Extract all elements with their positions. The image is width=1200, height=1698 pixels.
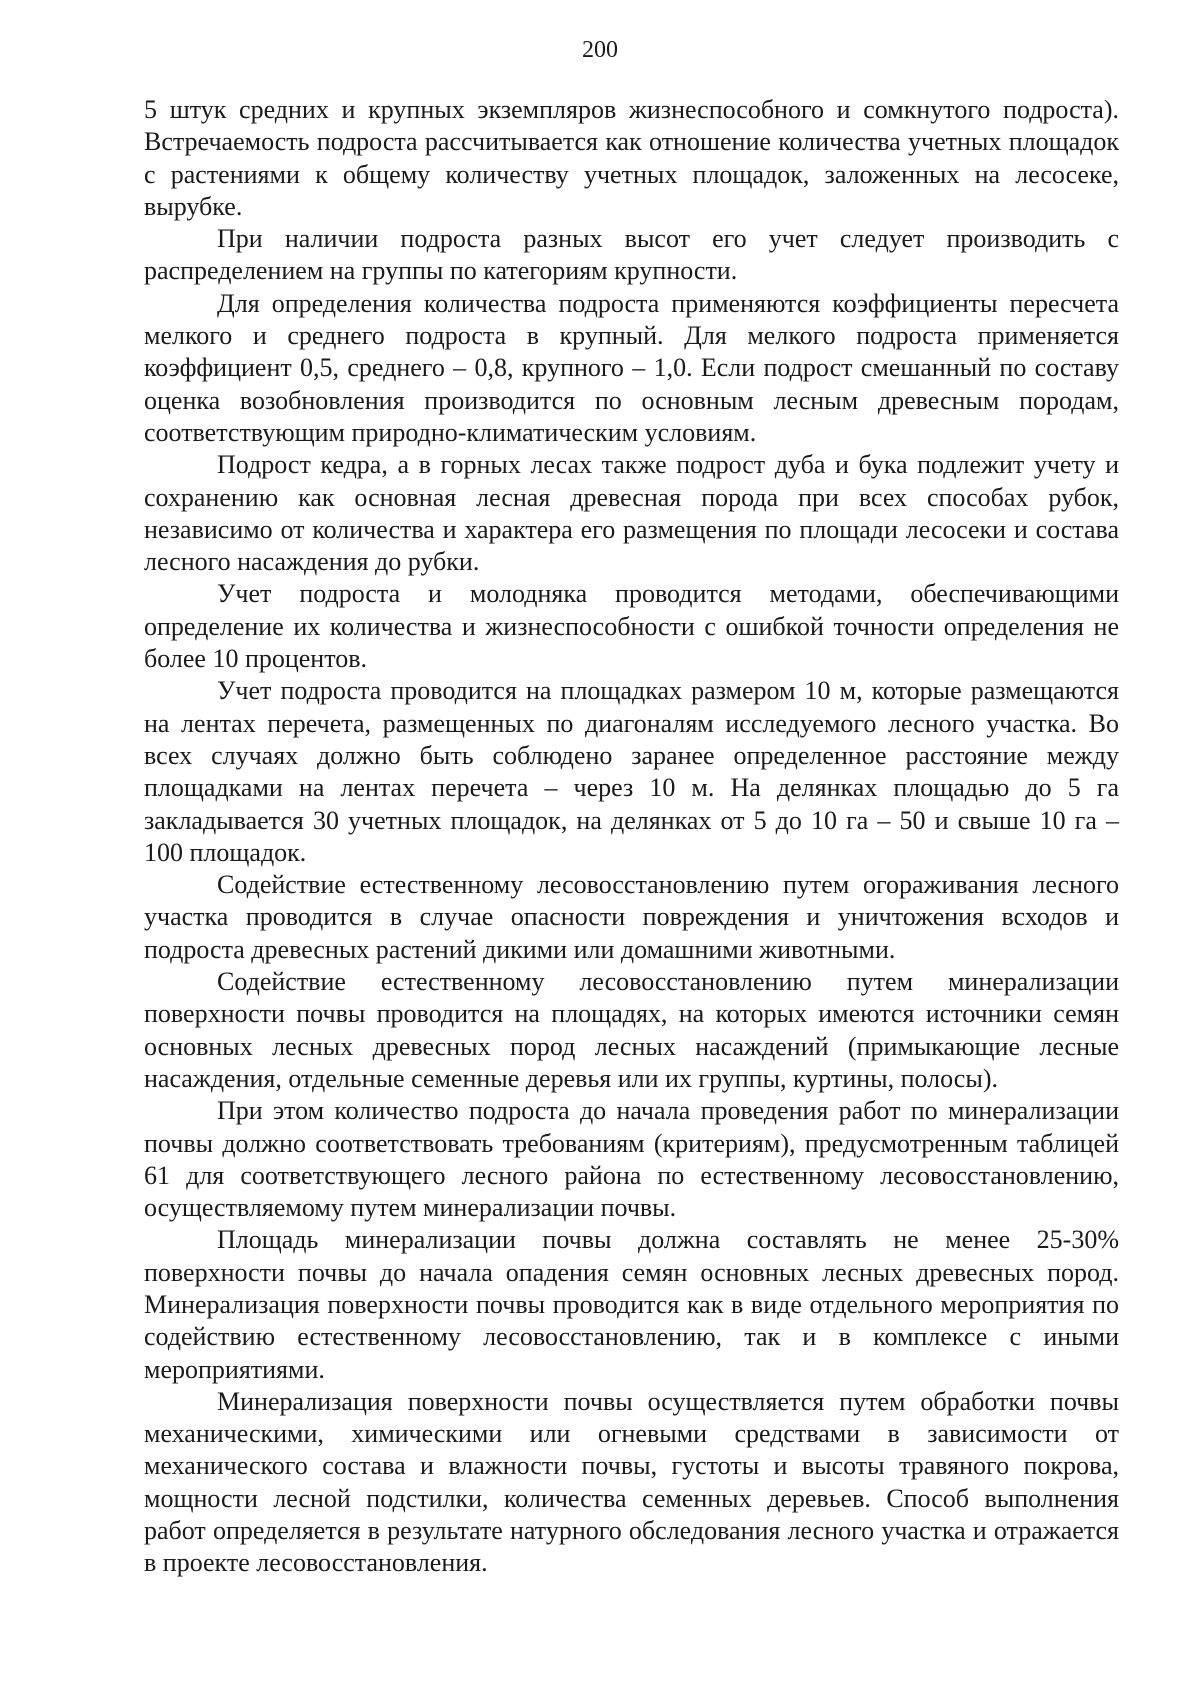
paragraph: Учет подроста и молодняка проводится методами, обеспечивающими определение их количества и жизнеспособности с ошибкой точности определения не более 10 процентов. <box>144 579 1119 674</box>
paragraph: Содействие естественному лесовосстановлению путем минерализации поверхности почвы проводится на площадях, на которых имеются источники семян основных лесных древесных пород лесных насаждений (примыкающие лесные насаждения, отдельные семенные деревья или их группы, куртины, полосы). <box>144 967 1119 1093</box>
page-number: 200 <box>582 37 618 63</box>
paragraph: Подрост кедра, а в горных лесах также подрост дуба и бука подлежит учету и сохранению как основная лесная древесная порода при всех способах рубок, независимо от количества и характера его размещения по площади лесосеки и состава лесного насаждения до рубки. <box>144 450 1119 577</box>
paragraph: Содействие естественному лесовосстановлению путем огораживания лесного участка проводится в случае опасности повреждения и уничтожения всходов и подроста древесных растений дикими или домашними животными. <box>144 870 1119 964</box>
paragraph: Учет подроста проводится на площадках размером 10 м, которые размещаются на лентах перечета, размещенных по диагоналям исследуемого лесного участка. Во всех случаях должно быть соблюдено заранее определенное расстояние между площадками на лентах перечета – через 10 м. На делянках площадью до 5 га закладывается 30 учетных площадок, на делянках от 5 до 10 га – 50 и свыше 10 га – 100 площадок. <box>144 676 1119 867</box>
paragraph: Для определения количества подроста применяются коэффициенты пересчета мелкого и среднего подроста в крупный. Для мелкого подроста применяется коэффициент 0,5, среднего – 0,8, крупного – 1,0. Если подрост смешанный по составу оценка возобновления производится по основным лесным древесным породам, соответствующим природно-климатическим условиям. <box>144 288 1119 447</box>
paragraph-continuation: 5 штук средних и крупных экземпляров жизнеспособного и сомкнутого подроста). Встречаемость подроста рассчитывается как отношение количества учетных площадок с растениями к общему количеству учетных площадок, заложенных на лесосеке, вырубке. <box>144 95 1119 221</box>
paragraph: При этом количество подроста до начала проведения работ по минерализации почвы должно соответствовать требованиям (критериям), предусмотренным таблицей 61 для соответствующего лесного района по естественному лесовосстановлению, осуществляемому путем минерализации почвы. <box>144 1096 1119 1223</box>
paragraph: Площадь минерализации почвы должна составлять не менее 25-30% поверхности почвы до начала опадения семян основных лесных древесных пород. Минерализация поверхности почвы проводится как в виде отдельного мероприятия по содействию естественному лесовосстановлению, так и в комплексе с иными мероприятиями. <box>144 1225 1119 1384</box>
paragraph: Минерализация поверхности почвы осуществляется путем обработки почвы механическими, химическими или огневыми средствами в зависимости от механического состава и влажности почвы, густоты и высоты травяного покрова, мощности лесной подстилки, количества семенных деревьев. Способ выполнения работ определяется в результате натурного обследования лесного участка и отражается в проекте лесовосстановления. <box>144 1386 1119 1578</box>
paragraph: При наличии подроста разных высот его учет следует производить с распределением на группы по категориям крупности. <box>144 224 1119 286</box>
document-body <box>144 94 1119 1580</box>
